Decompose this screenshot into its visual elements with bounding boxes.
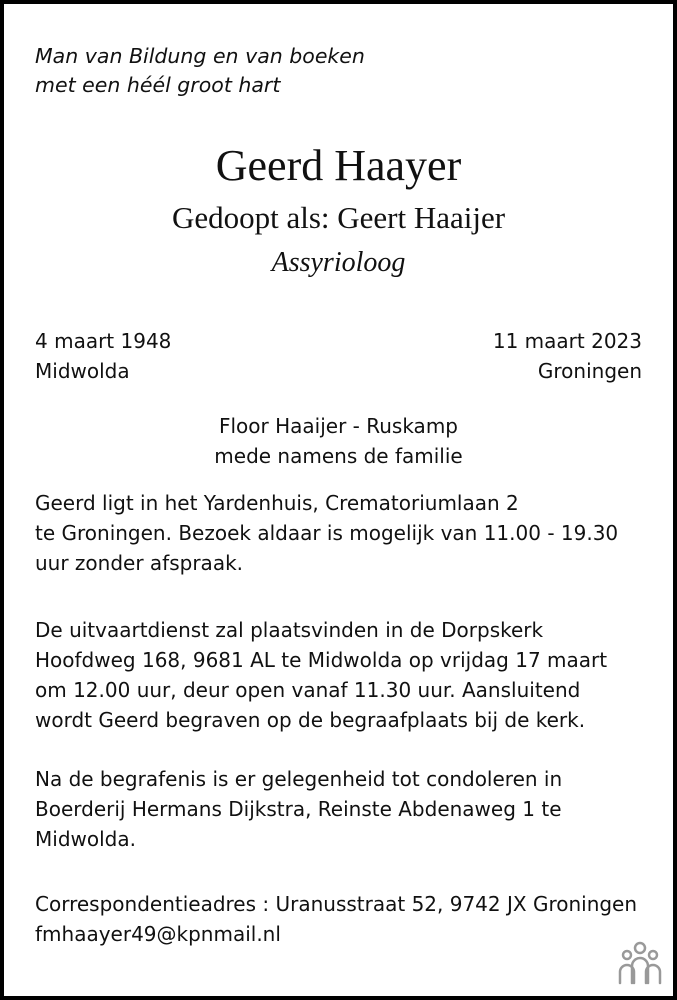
profession: Assyrioloog <box>271 247 406 278</box>
birth-place: Midwolda <box>35 359 130 383</box>
motto-line: met een héél groot hart <box>35 73 281 97</box>
text-line: te Groningen. Bezoek aldaar is mogelijk van 11.00 - 19.30 <box>35 521 619 545</box>
viewing-paragraph <box>35 488 653 578</box>
text-line: uur zonder afspraak. <box>35 551 244 575</box>
text-line: Hoofdweg 168, 9681 AL te Midwolda op vrijdag 17 maart <box>35 648 608 672</box>
motto <box>35 42 365 100</box>
text-line: De uitvaartdienst zal plaatsvinden in de Dorpskerk <box>35 618 544 642</box>
signer-line: Floor Haaijer - Ruskamp <box>219 414 458 438</box>
family-icon <box>615 938 665 988</box>
text-line: Geerd ligt in het Yardenhuis, Crematoriumlaan 2 <box>35 491 519 515</box>
motto-line: Man van Bildung en van boeken <box>35 44 365 68</box>
death-place: Groningen <box>537 359 642 383</box>
signers <box>4 411 673 471</box>
birth-date: 4 maart 1948 <box>35 329 172 353</box>
birth-info <box>35 326 171 386</box>
text-line: Na de begrafenis is er gelegenheid tot condoleren in <box>35 767 563 791</box>
email-address[interactable]: fmhaayer49@kpnmail.nl <box>35 922 281 946</box>
death-info <box>493 326 642 386</box>
signer-line: mede namens de familie <box>214 444 463 468</box>
deceased-name: Geerd Haayer <box>215 141 462 190</box>
text-line: Boerderij Hermans Dijkstra, Reinste Abdenaweg 1 te <box>35 797 562 821</box>
text-line: wordt Geerd begraven op de begraafplaats bij de kerk. <box>35 708 586 732</box>
text-line: Midwolda. <box>35 827 136 851</box>
text-line: om 12.00 uur, deur open vanaf 11.30 uur. Aansluitend <box>35 678 581 702</box>
death-date: 11 maart 2023 <box>492 329 642 353</box>
baptized-name: Gedoopt als: Geert Haaijer <box>171 200 506 235</box>
correspondence-paragraph <box>35 889 653 949</box>
funeral-paragraph <box>35 615 653 735</box>
correspondence-address: Correspondentieadres : Uranusstraat 52, 9742 JX Groningen <box>35 892 638 916</box>
condolence-paragraph <box>35 764 653 854</box>
